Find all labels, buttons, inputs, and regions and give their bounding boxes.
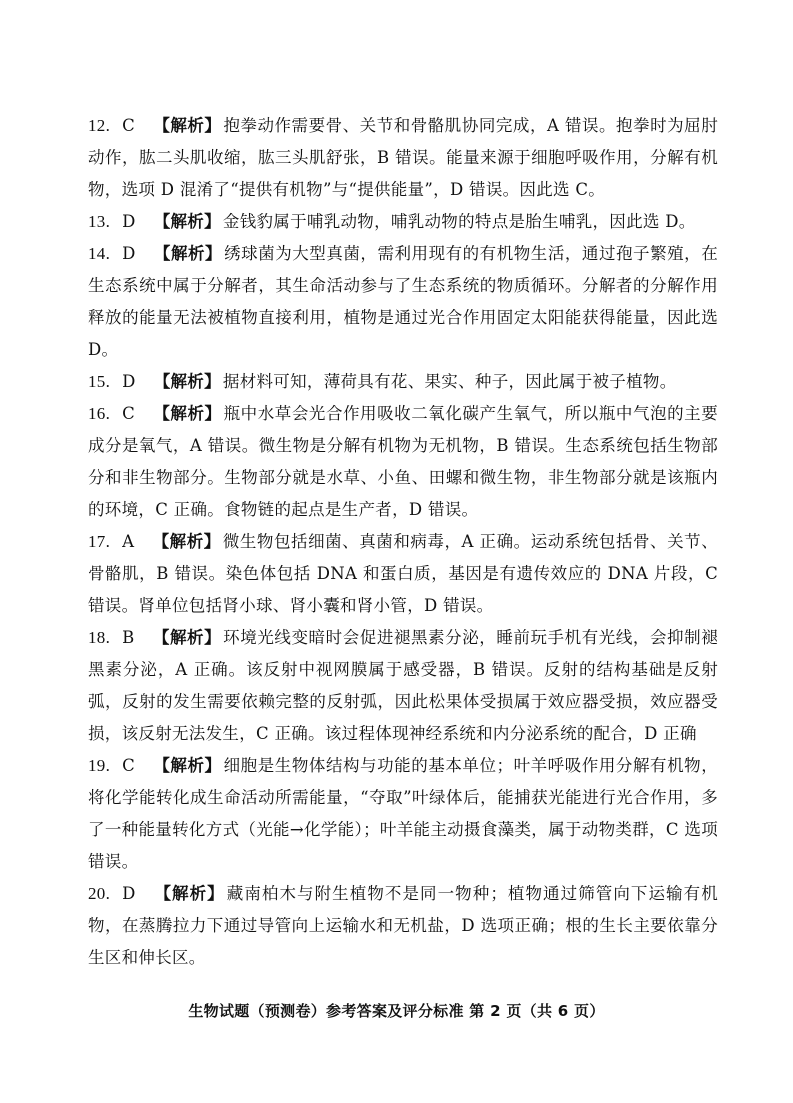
- question-number: 17.: [88, 532, 111, 551]
- analysis-label: 【解析】: [153, 116, 222, 135]
- page-footer: 生物试题（预测卷）参考答案及评分标准 第 2 页（共 6 页）: [188, 1002, 605, 1020]
- answer-item-text: [88, 366, 677, 398]
- analysis-label: 【解析】: [153, 244, 223, 263]
- answer-item-18: [88, 622, 718, 750]
- analysis-text: 微生物包括细菌、真菌和病毒，A 正确。运动系统包括骨、关节、骨骼肌，B 错误。染色体包括 DNA 和蛋白质，基因是有遗传效应的 DNA 片段，C 错误。肾单位包括肾小球、肾小囊和肾小管，D 错误。: [88, 532, 718, 615]
- analysis-text: 金钱豹属于哺乳动物，哺乳动物的特点是胎生哺乳，因此选 D。: [222, 212, 696, 231]
- answer-item-20: [88, 878, 718, 974]
- answer-item-17: [88, 526, 718, 622]
- question-number: 18.: [88, 628, 111, 647]
- answer-letter: D: [122, 212, 136, 231]
- question-number: 14.: [88, 244, 111, 263]
- question-number: 16.: [88, 404, 111, 423]
- analysis-label: 【解析】: [153, 212, 221, 231]
- question-number: 13.: [88, 212, 111, 231]
- answer-letter: C: [122, 404, 136, 423]
- answer-item-12: [88, 110, 718, 206]
- answer-item-15: [88, 366, 718, 398]
- analysis-label: 【解析】: [153, 884, 225, 903]
- answer-item-text: [88, 238, 718, 366]
- analysis-label: 【解析】: [153, 756, 222, 775]
- answer-letter: B: [122, 628, 135, 647]
- analysis-label: 【解析】: [152, 532, 221, 551]
- answer-item-text: [88, 398, 718, 526]
- question-number: 15.: [88, 372, 111, 391]
- answer-letter: A: [122, 532, 135, 551]
- answer-letter: D: [122, 884, 136, 903]
- answer-letter: C: [122, 756, 136, 775]
- question-number: 12.: [88, 116, 111, 135]
- answer-item-text: [88, 110, 718, 206]
- answer-item-16: [88, 398, 718, 526]
- answer-item-text: [88, 878, 718, 974]
- analysis-text: 据材料可知，薄荷具有花、果实、种子，因此属于被子植物。: [222, 372, 677, 391]
- analysis-text: 藏南柏木与附生植物不是同一物种；植物通过筛管向下运输有机物，在蒸腾拉力下通过导管向上运输水和无机盐，D 选项正确；根的生长主要依靠分生区和伸长区。: [88, 884, 718, 967]
- answer-item-text: [88, 750, 718, 878]
- analysis-text: 瓶中水草会光合作用吸收二氧化碳产生氧气，所以瓶中气泡的主要成分是氧气，A 错误。微生物是分解有机物为无机物，B 错误。生态系统包括生物部分和非生物部分。生物部分就是水草、小鱼、田螺和微生物，非生物部分就是该瓶内的环境，C 正确。食物链的起点是生产者，D 错误。: [88, 404, 719, 519]
- answer-item-13: [88, 206, 718, 238]
- analysis-text: 环境光线变暗时会促进褪黑素分泌，睡前玩手机有光线，会抑制褪黑素分泌，A 正确。该反射中视网膜属于感受器，B 错误。反射的结构基础是反射弧，反射的发生需要依赖完整的反射弧，因此松果体受损属于效应器受损，效应器受损，该反射无法发生，C 正确。该过程体现神经系统和内分泌系统的配合，D 正确: [88, 628, 719, 743]
- analysis-label: 【解析】: [153, 404, 222, 423]
- answer-letter: C: [122, 116, 136, 135]
- answer-item-14: [88, 238, 718, 366]
- question-number: 19.: [88, 756, 111, 775]
- answer-letter: D: [122, 244, 136, 263]
- answer-item-19: [88, 750, 718, 878]
- answer-item-text: [88, 622, 718, 750]
- analysis-text: 细胞是生物体结构与功能的基本单位；叶羊呼吸作用分解有机物，将化学能转化成生命活动所需能量，“夺取”叶绿体后，能捕获光能进行光合作用，多了一种能量转化方式（光能→化学能）；叶羊能主动摄食藻类，属于动物类群，C 选项错误。: [88, 756, 719, 871]
- analysis-text: 绣球菌为大型真菌，需利用现有的有机物生活，通过孢子繁殖，在生态系统中属于分解者，其生命活动参与了生态系统的物质循环。分解者的分解作用释放的能量无法被植物直接利用，植物是通过光合作用固定太阳能获得能量，因此选 D。: [88, 244, 719, 359]
- answer-list: [88, 110, 718, 974]
- answer-letter: D: [122, 372, 136, 391]
- analysis-label: 【解析】: [153, 372, 221, 391]
- analysis-label: 【解析】: [152, 628, 222, 647]
- answer-item-text: [88, 526, 718, 622]
- question-number: 20.: [88, 884, 111, 903]
- analysis-text: 抱拳动作需要骨、关节和骨骼肌协同完成，A 错误。抱拳时为屈肘动作，肱二头肌收缩，肱三头肌舒张，B 错误。能量来源于细胞呼吸作用，分解有机物，选项 D 混淆了“提供有机物”与“提供能量”，D 错误。因此选 C。: [88, 116, 718, 199]
- answer-item-text: [88, 206, 696, 238]
